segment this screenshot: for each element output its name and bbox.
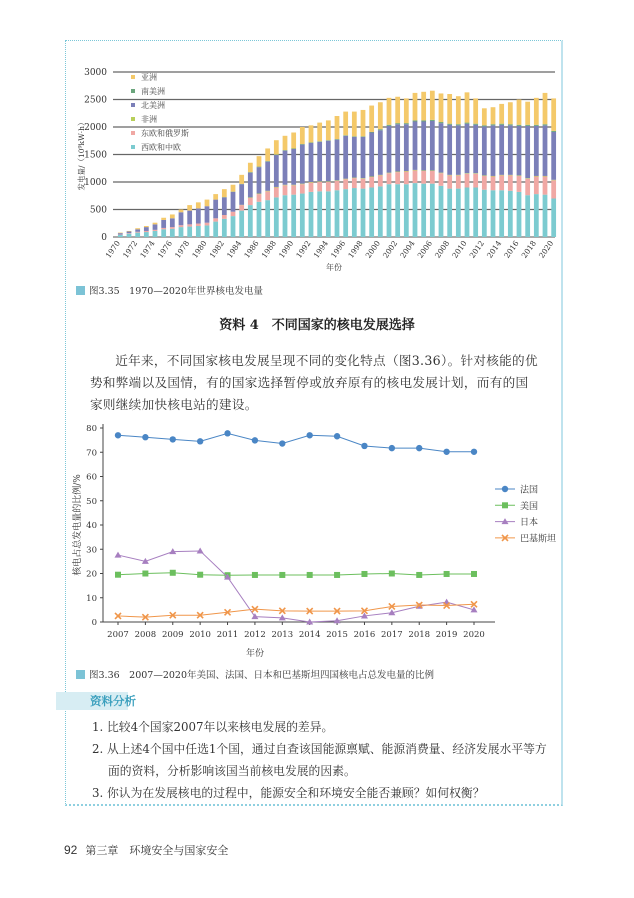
y-tick-label: 60 [86, 472, 97, 483]
page-number: 92 [64, 843, 78, 857]
x-tick-label: 2007 [107, 630, 129, 640]
legend-label: 美国 [520, 501, 539, 512]
x-tick-label: 1974 [138, 238, 157, 260]
y-tick-label: 10 [86, 593, 97, 604]
x-tick-label: 2015 [326, 630, 348, 640]
data-point [279, 572, 285, 578]
x-tick-label: 2018 [519, 238, 538, 260]
y-tick-label: 2500 [84, 95, 107, 106]
legend-label: 亚洲 [141, 73, 157, 82]
data-point [115, 552, 122, 558]
data-point [170, 570, 176, 576]
x-tick-label: 2020 [536, 238, 556, 260]
figure-3-36-caption-text: 图3.36 2007—2020年美国、法国、日本和巴基斯坦四国核电占总发电量的比例 [89, 670, 435, 681]
x-tick-label: 2014 [298, 630, 321, 640]
x-tick-label: 2013 [271, 630, 294, 640]
data-point [197, 438, 203, 444]
data-point [334, 572, 340, 578]
x-tick-label: 1988 [259, 238, 278, 260]
x-axis-label: 年份 [326, 263, 342, 272]
legend-label: 东欧和俄罗斯 [141, 129, 189, 138]
question-3: 3. 你认为在发展核电的过程中，能源安全和环境安全能否兼顾？如何权衡？ [92, 786, 485, 800]
x-tick-label: 1990 [276, 238, 296, 260]
data-point [142, 571, 148, 577]
y-tick-label: 40 [86, 521, 97, 531]
data-point [334, 433, 340, 439]
x-tick-label: 2010 [450, 238, 469, 260]
y-tick-label: 70 [86, 448, 97, 459]
x-tick-label: 1994 [311, 238, 330, 260]
x-tick-label: 1978 [172, 238, 192, 260]
data-point [389, 445, 395, 451]
x-tick-label: 2016 [353, 630, 376, 640]
x-tick-label: 2017 [381, 630, 403, 640]
y-axis-label: 核电占总发电量的比例/% [73, 474, 83, 576]
data-point [389, 571, 395, 577]
x-tick-label: 1972 [120, 238, 140, 260]
legend-label: 北美洲 [141, 101, 165, 110]
data-point [197, 547, 204, 553]
data-point [142, 434, 148, 440]
question-2: 2. 从上述4个国中任选1个国，通过自查该国能源禀赋、能源消费量、经济发展水平等方面的资料，分析影响该国当前核电发展的因素。 [92, 742, 547, 778]
data-point [307, 572, 313, 578]
x-tick-label: 2018 [408, 630, 431, 640]
x-tick-label: 2008 [432, 238, 452, 260]
data-point [444, 571, 450, 577]
caption-marker [76, 670, 85, 679]
x-tick-label: 2012 [467, 238, 486, 260]
data-point [115, 432, 121, 438]
y-tick-label: 80 [86, 424, 97, 434]
x-tick-label: 2008 [134, 630, 157, 640]
data-point [416, 445, 422, 451]
data-point [197, 572, 203, 578]
analysis-label: 资料分析 [90, 694, 136, 708]
x-tick-label: 2010 [189, 630, 211, 640]
x-tick-label: 2000 [363, 238, 382, 260]
x-tick-label: 1976 [155, 238, 174, 260]
data-point [471, 571, 477, 577]
x-tick-label: 2004 [398, 238, 417, 260]
data-point [170, 436, 176, 442]
legend-marker [502, 502, 508, 508]
y-tick-label: 2000 [84, 123, 107, 133]
x-tick-label: 1992 [294, 238, 313, 260]
data-point [416, 572, 422, 578]
section-paragraph: 近年来，不同国家核电发展呈现不同的变化特点（图3.36）。针对核能的优势和弊端以及国情，有的国家选择暂停或放弃原有的核电发展计划，而有的国家则继续加快核电站的建设。 [90, 353, 538, 412]
figure-3-36-caption [76, 667, 434, 681]
analysis-questions [92, 716, 552, 804]
y-tick-label: 30 [86, 545, 97, 556]
legend-label: 日本 [520, 518, 539, 529]
x-tick-label: 1982 [207, 238, 226, 260]
x-tick-label: 2012 [244, 630, 266, 640]
legend-label: 南美洲 [141, 87, 165, 96]
data-point [279, 440, 285, 446]
y-tick-label: 1000 [84, 178, 107, 188]
data-point [361, 443, 367, 449]
data-point [115, 572, 121, 578]
x-tick-label: 2014 [484, 238, 504, 260]
legend-label: 非洲 [141, 115, 157, 124]
y-tick-label: 20 [86, 569, 97, 580]
x-tick-label: 1980 [190, 238, 209, 260]
analysis-heading [56, 692, 136, 710]
figure-3-35-caption-text: 图3.35 1970—2020年世界核电发电量 [89, 286, 264, 297]
y-tick-label: 3000 [84, 68, 107, 78]
x-tick-label: 1998 [346, 238, 365, 260]
x-tick-label: 1984 [224, 238, 244, 260]
y-axis-label: 发电量/（10⁹kW·h） [77, 118, 86, 191]
chapter-title: 第三章 环境安全与国家安全 [85, 844, 229, 857]
data-point [443, 449, 449, 455]
x-tick-label: 2011 [216, 630, 239, 640]
data-point [252, 572, 258, 578]
legend-label: 巴基斯坦 [520, 534, 557, 545]
data-point [471, 449, 477, 455]
y-tick-label: 0 [101, 233, 107, 243]
legend-label: 西欧和中欧 [141, 143, 181, 152]
data-point [306, 432, 312, 438]
legend-marker [502, 486, 508, 492]
x-tick-label: 1996 [328, 238, 348, 260]
x-tick-label: 2019 [435, 630, 458, 640]
x-tick-label: 2006 [415, 238, 434, 260]
page-footer [64, 842, 228, 858]
data-point [252, 437, 258, 443]
y-tick-label: 50 [86, 496, 97, 507]
x-tick-label: 2020 [463, 630, 485, 640]
x-axis-label: 年份 [245, 649, 265, 659]
y-tick-label: 500 [89, 205, 107, 216]
x-tick-label: 1986 [242, 238, 261, 260]
y-tick-label: 1500 [84, 150, 107, 161]
data-point [224, 430, 230, 436]
x-tick-label: 2009 [161, 630, 184, 640]
x-tick-label: 2002 [380, 238, 400, 260]
y-tick-label: 0 [91, 618, 97, 628]
section-title: 资料 4 不同国家的核电发展选择 [219, 318, 415, 333]
x-tick-label: 1970 [103, 238, 122, 260]
question-1: 1. 比较4个国家2007年以来核电发展的差异。 [92, 720, 334, 734]
data-point [251, 613, 258, 619]
data-point [361, 571, 367, 577]
x-tick-label: 2016 [502, 238, 521, 260]
legend-label: 法国 [520, 485, 539, 496]
